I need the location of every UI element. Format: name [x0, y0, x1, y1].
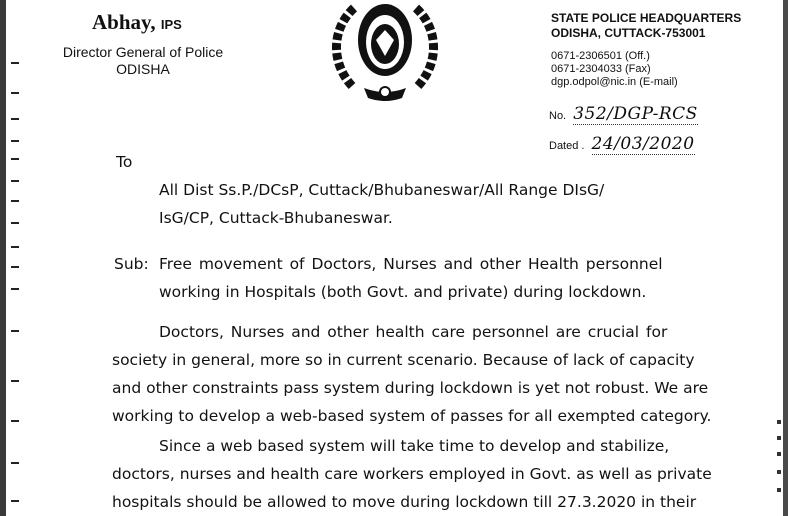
contact-info [551, 50, 678, 89]
letter-date [549, 134, 695, 154]
officer-name-text: Abhay, [92, 10, 156, 34]
letter-date-value: 24/03/2020 [591, 134, 695, 154]
para1-line-3: and other constraints pass system during lockdown is yet not robust. We are [112, 379, 709, 397]
letter-date-label: Dated . [549, 140, 585, 152]
designation-title: Director General of Police [62, 44, 224, 60]
officer-name [92, 10, 182, 35]
subject-label: Sub: [114, 255, 149, 273]
hq-title: STATE POLICE HEADQUARTERS [551, 11, 742, 25]
para2-line-3: hospitals should be allowed to move during lockdown till 27.3.2020 in their [112, 493, 697, 511]
para1-line-2: society in general, more so in current scenario. Because of lack of capacity [112, 351, 695, 369]
subject-line-1: Free movement of Doctors, Nurses and other Health personnel [159, 255, 663, 273]
letter-number-label: No. [549, 110, 567, 122]
designation [62, 44, 224, 78]
para1-line-4: working to develop a web-based system of passes for all exempted category. [112, 407, 712, 425]
para2-line-2: doctors, nurses and health care workers employed in Govt. as well as private [112, 465, 712, 483]
letter-number [549, 104, 698, 124]
para2-line-1: Since a web based system will take time to develop and stabilize, [159, 437, 670, 455]
letter-number-value: 352/DGP-RCS [573, 104, 698, 124]
phone-office: 0671-2306501 (Off.) [551, 50, 650, 62]
to-label: To [116, 153, 133, 171]
hq-address [551, 11, 741, 41]
odisha-police-emblem-icon [324, 0, 446, 104]
addressee-line-2: IsG/CP, Cuttack-Bhubaneswar. [159, 209, 393, 227]
scan-right-edge [770, 0, 788, 516]
para1-line-1: Doctors, Nurses and other health care personnel are crucial for [159, 323, 668, 341]
officer-suffix: IPS [160, 17, 182, 32]
subject-line-2: working in Hospitals (both Govt. and private) during lockdown. [159, 283, 647, 301]
hq-city: ODISHA, CUTTACK-753001 [551, 26, 706, 40]
phone-fax: 0671-2304033 (Fax) [551, 63, 651, 75]
designation-state: ODISHA [116, 61, 170, 77]
addressee-line-1: All Dist Ss.P./DCsP, Cuttack/Bhubaneswar/All Range DIsG/ [159, 181, 605, 199]
scan-left-edge [0, 0, 22, 516]
email: dgp.odpol@nic.in (E-mail) [551, 76, 678, 88]
